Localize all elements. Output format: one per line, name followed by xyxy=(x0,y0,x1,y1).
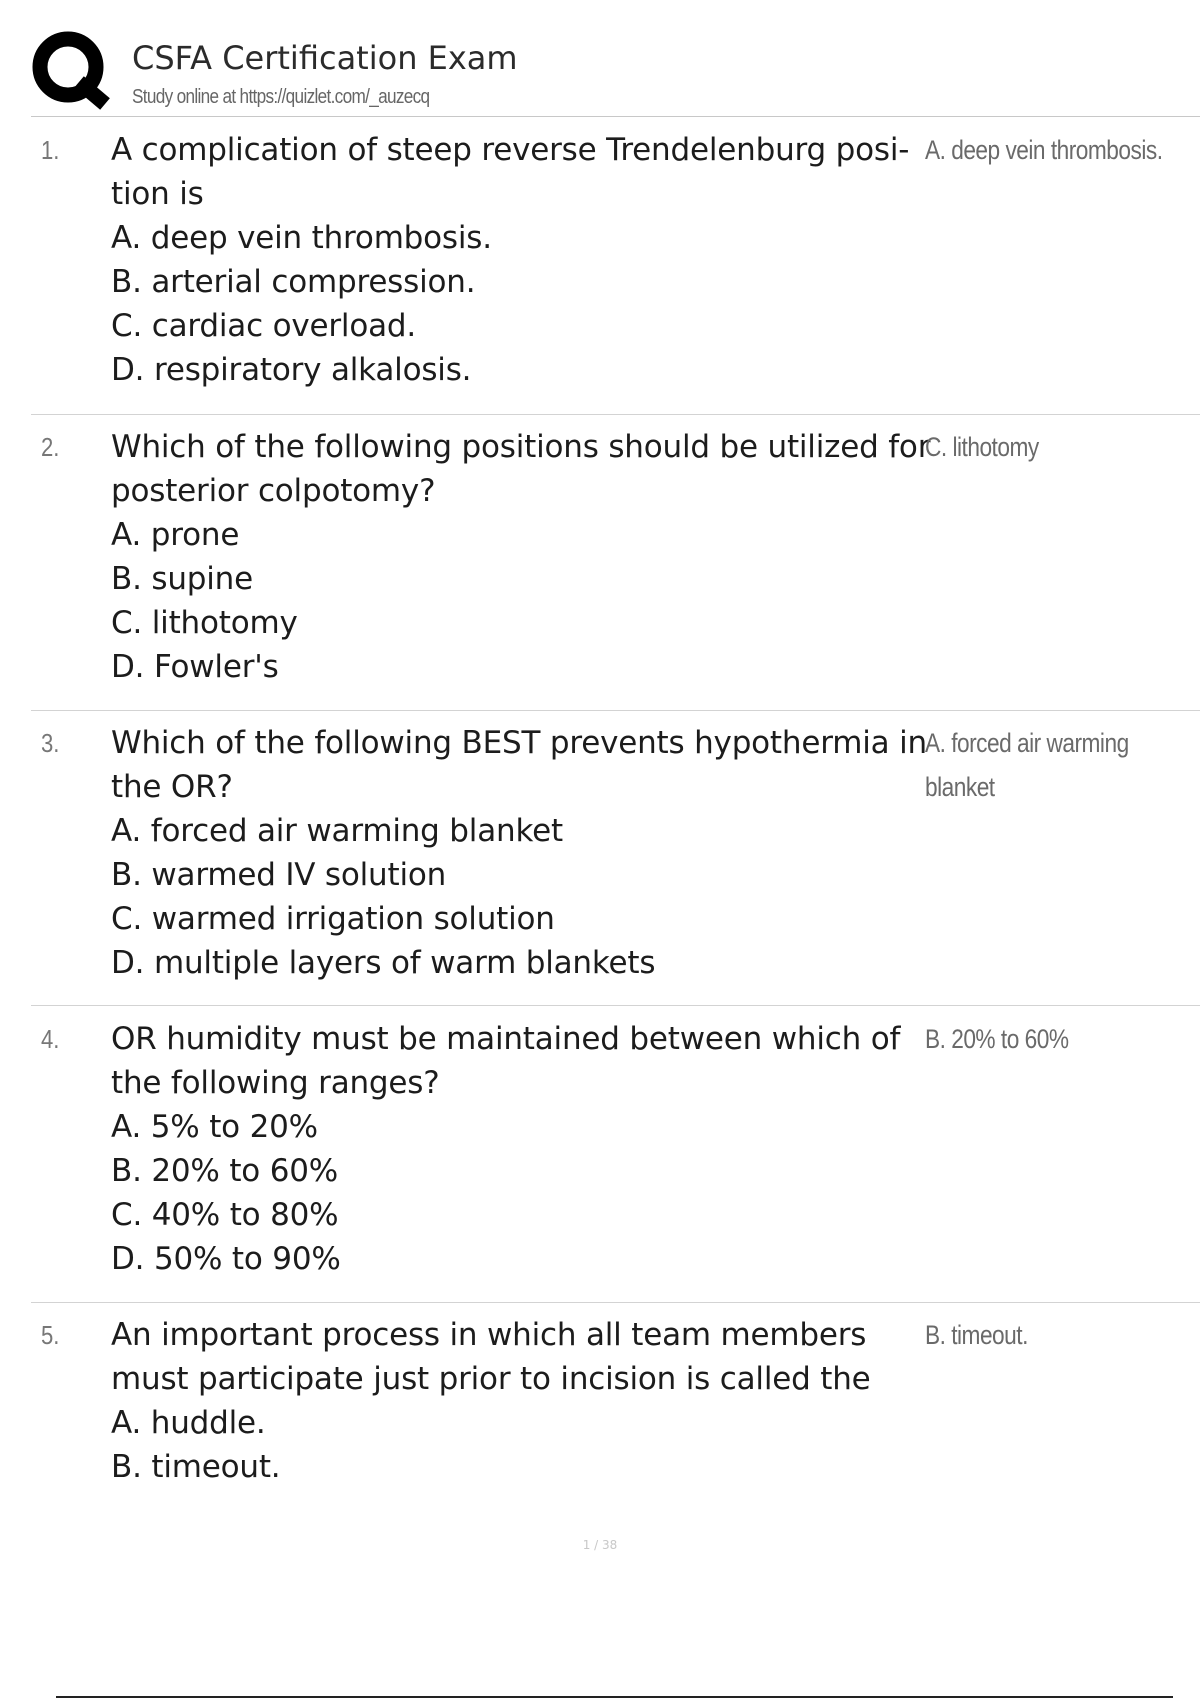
card-number: 1. xyxy=(41,135,60,165)
option-d: D. Fowler's xyxy=(111,649,279,685)
question-line: tion is xyxy=(111,176,204,212)
question-line: posterior colpotomy? xyxy=(111,473,436,509)
card-number: 3. xyxy=(41,728,60,758)
flashcard-1 xyxy=(31,128,1200,415)
card-number: 5. xyxy=(41,1320,60,1350)
question-line: the following ranges? xyxy=(111,1065,440,1101)
option-b: B. arterial compression. xyxy=(111,264,476,300)
card-answer xyxy=(925,128,1195,172)
footer-divider xyxy=(56,1696,1173,1698)
answer-line: A. forced air warming xyxy=(925,728,1129,758)
card-question xyxy=(111,1313,947,1489)
answer-line: A. deep vein thrombosis. xyxy=(925,135,1163,165)
document-title: CSFA Certification Exam xyxy=(132,39,518,77)
card-question xyxy=(111,425,947,689)
flashcard-4 xyxy=(31,1017,1200,1303)
card-question xyxy=(111,128,947,392)
question-line: must participate just prior to incision is called the xyxy=(111,1361,871,1397)
page-indicator: 1 / 38 xyxy=(582,1538,618,1552)
question-line: Which of the following positions should be utilized for xyxy=(111,429,931,465)
option-a: A. huddle. xyxy=(111,1405,266,1441)
option-a: A. forced air warming blanket xyxy=(111,813,563,849)
header-divider xyxy=(31,116,1200,117)
question-line: Which of the following BEST prevents hypothermia in xyxy=(111,725,927,761)
card-answer xyxy=(925,721,1195,809)
card-answer xyxy=(925,1017,1195,1061)
option-b: B. 20% to 60% xyxy=(111,1153,339,1189)
card-question xyxy=(111,721,947,985)
option-d: D. multiple layers of warm blankets xyxy=(111,945,656,981)
option-b: B. warmed IV solution xyxy=(111,857,447,893)
card-question xyxy=(111,1017,947,1281)
flashcard-5 xyxy=(31,1313,1200,1503)
option-c: C. lithotomy xyxy=(111,605,298,641)
option-a: A. deep vein thrombosis. xyxy=(111,220,492,256)
flashcard-2 xyxy=(31,425,1200,711)
option-b: B. timeout. xyxy=(111,1449,281,1485)
answer-line: B. timeout. xyxy=(925,1320,1028,1350)
study-online-link-text: Study online at https://quizlet.com/_auzecq xyxy=(132,86,430,108)
card-number: 4. xyxy=(41,1024,60,1054)
option-a: A. prone xyxy=(111,517,240,553)
option-c: C. cardiac overload. xyxy=(111,308,417,344)
answer-line: B. 20% to 60% xyxy=(925,1024,1069,1054)
header xyxy=(31,30,1200,116)
quizlet-q-logo xyxy=(31,30,111,110)
answer-line: blanket xyxy=(925,772,995,802)
option-c: C. 40% to 80% xyxy=(111,1197,339,1233)
question-line: OR humidity must be maintained between which of xyxy=(111,1021,901,1057)
question-line: An important process in which all team members xyxy=(111,1317,867,1353)
option-d: D. 50% to 90% xyxy=(111,1241,341,1277)
card-answer xyxy=(925,1313,1195,1357)
option-c: C. warmed irrigation solution xyxy=(111,901,555,937)
flashcard-3 xyxy=(31,721,1200,1006)
answer-line: C. lithotomy xyxy=(925,432,1039,462)
option-a: A. 5% to 20% xyxy=(111,1109,318,1145)
option-d: D. respiratory alkalosis. xyxy=(111,352,472,388)
card-number: 2. xyxy=(41,432,60,462)
question-line: the OR? xyxy=(111,769,233,805)
option-b: B. supine xyxy=(111,561,253,597)
question-line: A complication of steep reverse Trendelenburg posi- xyxy=(111,132,910,168)
card-answer xyxy=(925,425,1195,469)
